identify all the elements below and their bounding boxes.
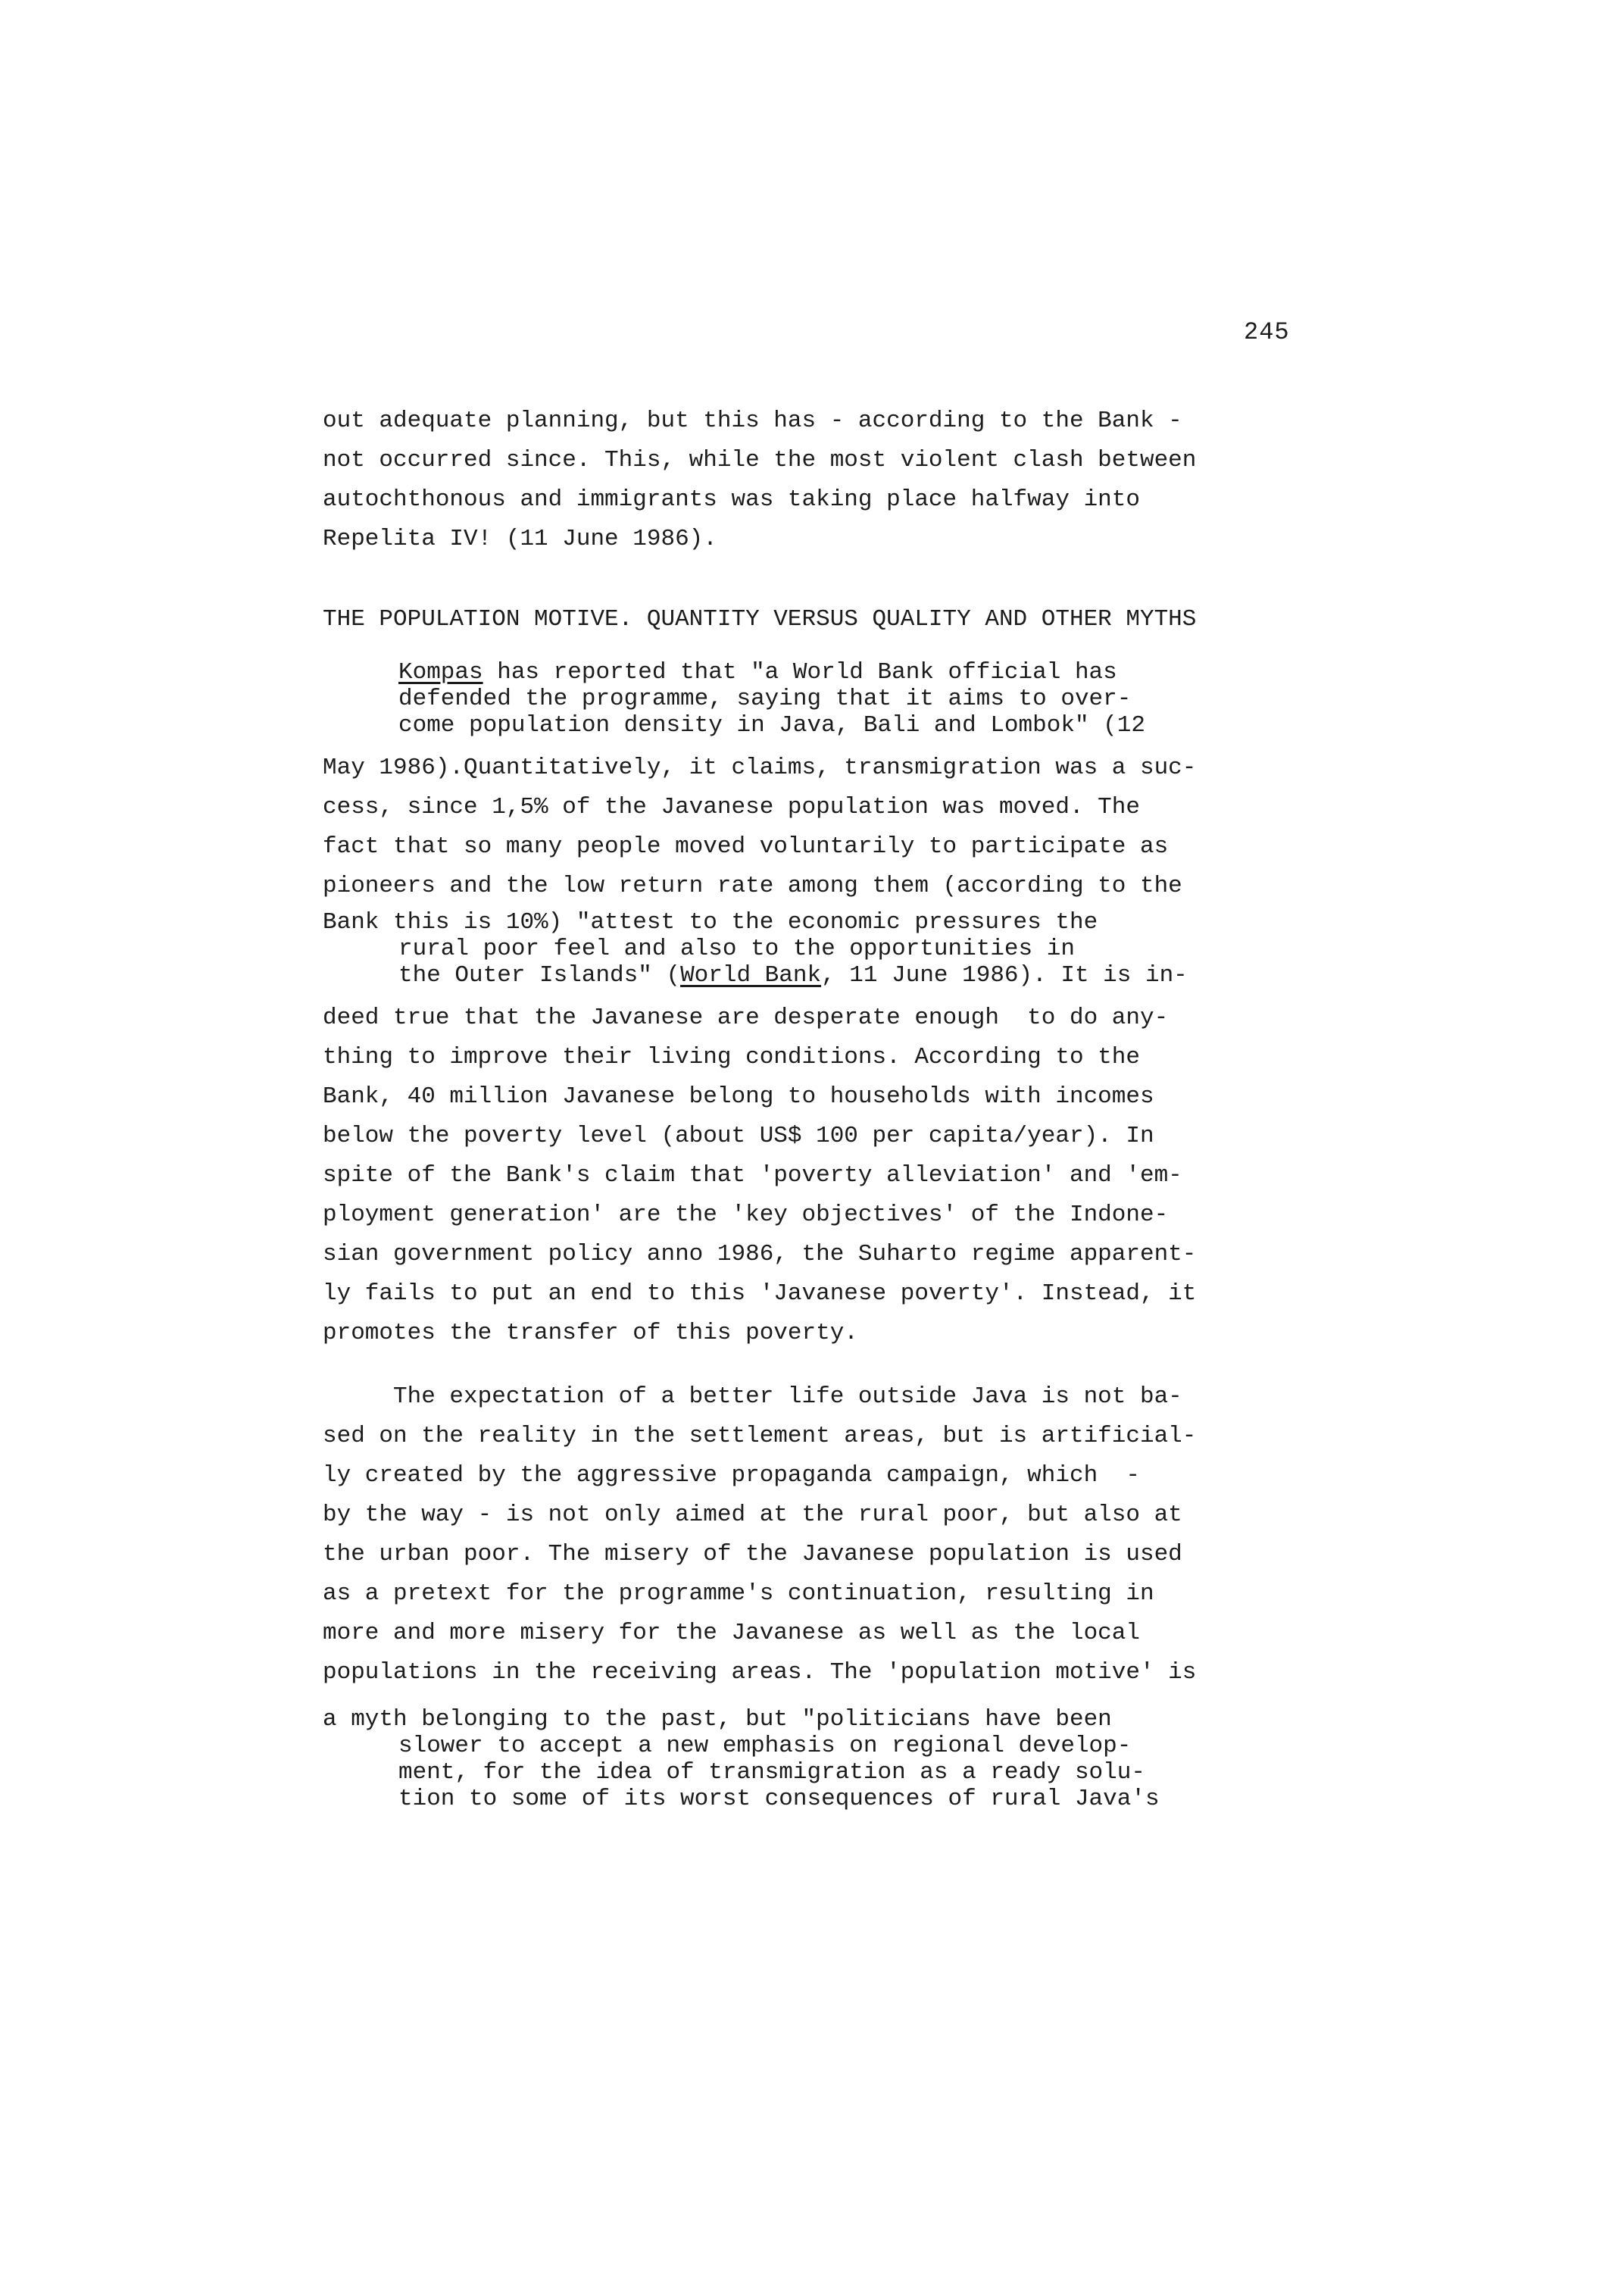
text-line: spite of the Bank's claim that 'poverty alleviation' and 'em-: [323, 1162, 1182, 1189]
text-line: thing to improve their living conditions. According to the: [323, 1044, 1140, 1070]
text-line: tion to some of its worst consequences of rural Java's: [398, 1786, 1160, 1812]
text-line: below the poverty level (about US$ 100 per capita/year). In: [323, 1123, 1154, 1149]
text-line: Bank, 40 million Javanese belong to households with incomes: [323, 1083, 1154, 1110]
text-line: sed on the reality in the settlement areas, but is artificial-: [323, 1423, 1197, 1449]
paragraph-4: [323, 1377, 1323, 1692]
paragraph-3: [323, 999, 1323, 1353]
text-line: a myth belonging to the past, but "politicians have been: [323, 1706, 1112, 1733]
text-line: pioneers and the low return rate among them (according to the: [323, 873, 1182, 899]
text-line: not occurred since. This, while the most violent clash between: [323, 447, 1197, 474]
text-line: Repelita IV! (11 June 1986).: [323, 526, 717, 552]
text-line: by the way - is not only aimed at the rural poor, but also at: [323, 1502, 1182, 1528]
text-line: slower to accept a new emphasis on regional develop-: [398, 1733, 1132, 1759]
section-heading: THE POPULATION MOTIVE. QUANTITY VERSUS QUALITY AND OTHER MYTHS: [323, 606, 1197, 633]
text-line: fact that so many people moved voluntarily to participate as: [323, 833, 1169, 860]
text-line: ly created by the aggressive propaganda campaign, which -: [323, 1462, 1140, 1489]
text-span: the Outer Islands" (: [398, 962, 681, 989]
source-world-bank: World Bank: [680, 962, 822, 989]
block-quote-2: [323, 909, 1323, 989]
source-kompas: Kompas: [398, 659, 483, 686]
text-line: promotes the transfer of this poverty.: [323, 1320, 858, 1346]
text-line: populations in the receiving areas. The 'population motive' is: [323, 1659, 1197, 1686]
text-span: , 11 June 1986). It is in-: [821, 962, 1188, 989]
text-line: ment, for the idea of transmigration as a ready solu-: [398, 1759, 1145, 1786]
text-line: May 1986).Quantitatively, it claims, transmigration was a suc-: [323, 755, 1197, 781]
text-line: out adequate planning, but this has - according to the Bank -: [323, 408, 1182, 434]
text-line: come population density in Java, Bali and Lombok" (12: [398, 712, 1145, 739]
text-line: defended the programme, saying that it aims to over-: [398, 686, 1132, 712]
block-quote-3: [323, 1706, 1323, 1812]
text-line: The expectation of a better life outside Java is not ba-: [323, 1383, 1182, 1410]
text-line: rural poor feel and also to the opportunities in: [398, 936, 1075, 962]
text-line: the urban poor. The misery of the Javanese population is used: [323, 1541, 1182, 1567]
text-line: ployment generation' are the 'key objectives' of the Indone-: [323, 1202, 1169, 1228]
paragraph-2: [323, 749, 1323, 906]
text-line: more and more misery for the Javanese as well as the local: [323, 1620, 1140, 1646]
block-quote-1: [323, 659, 1323, 739]
paragraph-1: [323, 402, 1323, 559]
text-line: [323, 962, 1323, 989]
text-line: ly fails to put an end to this 'Javanese poverty'. Instead, it: [323, 1280, 1197, 1307]
text-line: as a pretext for the programme's continuation, resulting in: [323, 1580, 1154, 1607]
text-line: [323, 659, 1323, 686]
text-line: deed true that the Javanese are desperate enough to do any-: [323, 1005, 1169, 1031]
text-line: cess, since 1,5% of the Javanese population was moved. The: [323, 794, 1140, 820]
text-span: has reported that "a World Bank official has: [483, 659, 1117, 686]
text-line: autochthonous and immigrants was taking place halfway into: [323, 486, 1140, 513]
page-number: 245: [1244, 318, 1290, 346]
text-line: sian government policy anno 1986, the Suharto regime apparent-: [323, 1241, 1197, 1267]
text-line: Bank this is 10%) "attest to the economic pressures the: [323, 909, 1098, 936]
